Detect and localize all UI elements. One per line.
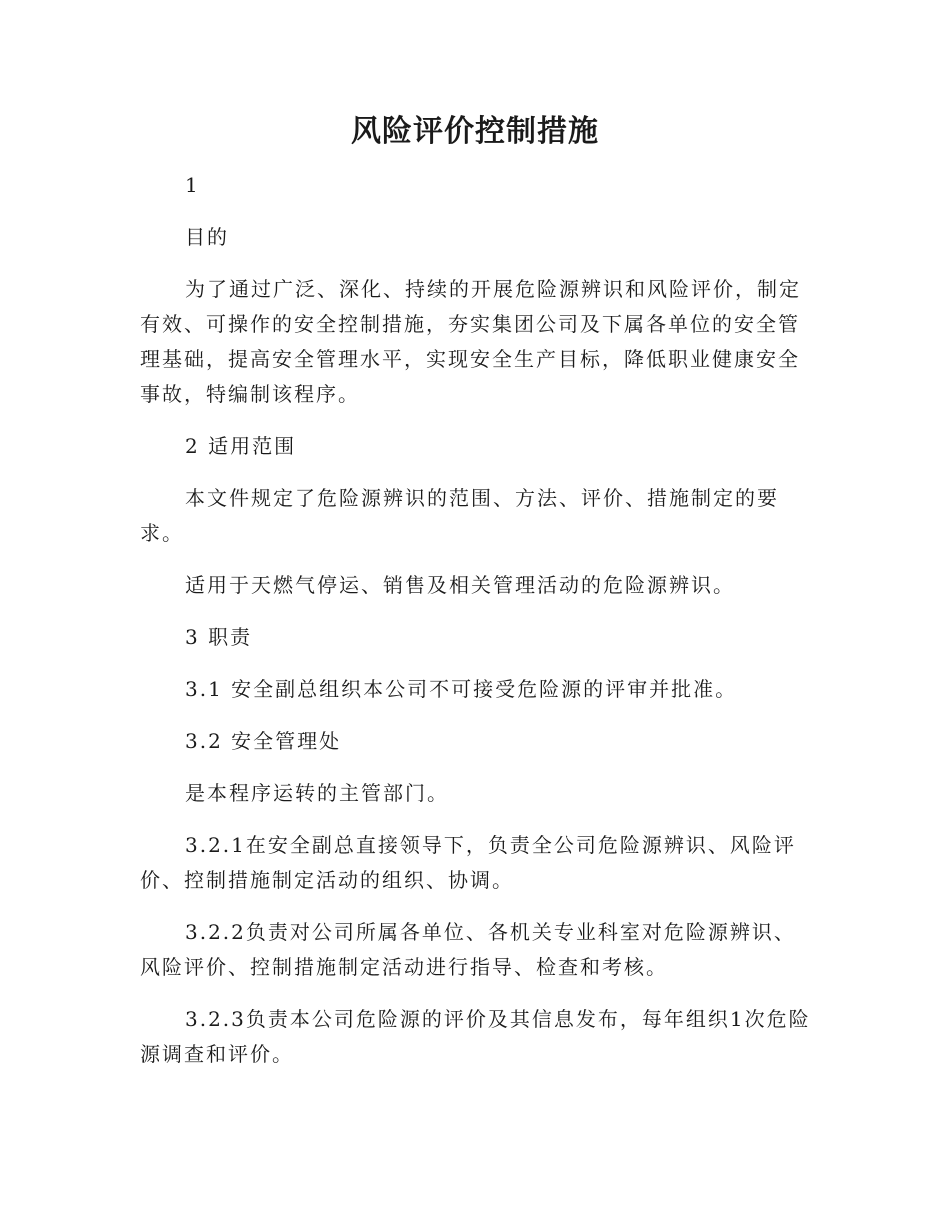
section-heading-purpose: 目的 bbox=[185, 225, 229, 249]
document-title: 风险评价控制措施 bbox=[351, 114, 599, 149]
section-heading-scope: 2 适用范围 bbox=[185, 434, 297, 458]
purpose-paragraph: 为了通过广泛、深化、持续的开展危险源辨识和风险评价，制定有效、可操作的安全控制措施，夯实集团公司及下属各单位的安全管理基础，提高安全管理水平，实现安全生产目标，降低职业健康安全事故，特编制该程序。 bbox=[140, 277, 801, 406]
responsibility-3-2-1: 3.2.1在安全副总直接领导下，负责全公司危险源辨识、风险评价、控制措施制定活动的组织、协调。 bbox=[140, 833, 796, 892]
responsibility-3-2-2: 3.2.2负责对公司所属各单位、各机关专业科室对危险源辨识、风险评价、控制措施制定活动进行指导、检查和考核。 bbox=[140, 920, 796, 979]
document-body bbox=[140, 168, 812, 1089]
section-heading-responsibilities: 3 职责 bbox=[185, 625, 253, 649]
scope-applicability-paragraph: 适用于天燃气停运、销售及相关管理活动的危险源辨识。 bbox=[185, 573, 735, 597]
responsibility-3-2-description: 是本程序运转的主管部门。 bbox=[185, 781, 449, 805]
responsibility-3-1: 3.1 安全副总组织本公司不可接受危险源的评审并批准。 bbox=[185, 677, 738, 701]
scope-paragraph: 本文件规定了危险源辨识的范围、方法、评价、措施制定的要求。 bbox=[140, 486, 779, 545]
section-number: 1 bbox=[185, 173, 200, 197]
responsibility-3-2-heading: 3.2 安全管理处 bbox=[185, 729, 342, 753]
responsibility-3-2-3: 3.2.3负责本公司危险源的评价及其信息发布，每年组织1次危险源调查和评价。 bbox=[140, 1007, 811, 1066]
